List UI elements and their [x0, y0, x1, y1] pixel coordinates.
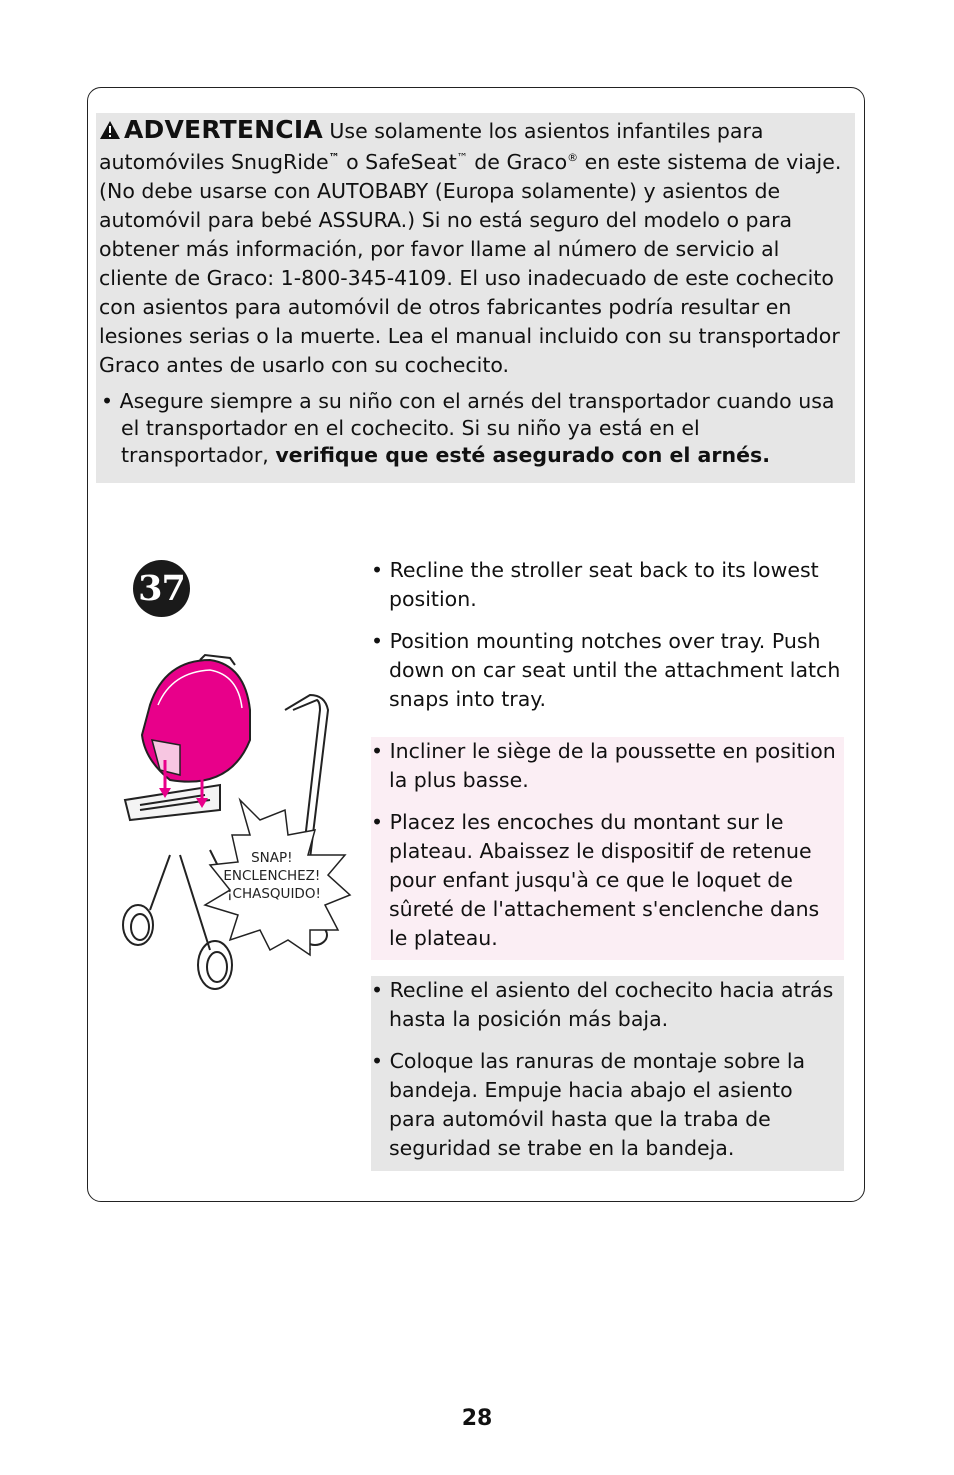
- list-item: • Placez les encoches du montant sur le plateau. Abaissez le dispositif de retenue pour enfant jusqu'à ce que le loquet de sûreté de l'attachement s'enclenche dans le plateau.: [371, 810, 820, 950]
- step-number-badge: 37: [133, 560, 190, 617]
- english-instructions: [371, 556, 844, 727]
- warning-bullet-text: • Asegure siempre a su niño con el arnés del transportador cuando usa el transportador en el cochecito. Si su niño ya está en el transportador,: [101, 389, 835, 467]
- list-item: • Recline the stroller seat back to its lowest position.: [371, 558, 819, 611]
- warning-box: [96, 113, 855, 483]
- trademark-mark: ™: [328, 151, 340, 165]
- warning-text: Use solamente los asientos infantiles para automóviles SnugRide: [99, 119, 764, 174]
- list-item: • Recline el asiento del cochecito hacia atrás hasta la posición más baja.: [371, 978, 834, 1031]
- warning-bullet-bold: verifique que esté asegurado con el arnés.: [275, 443, 770, 467]
- warning-text: o SafeSeat: [339, 150, 457, 174]
- callout-line: ENCLENCHEZ!: [223, 868, 321, 884]
- stroller-car-seat-illustration: [110, 650, 360, 1020]
- registered-mark: ®: [567, 151, 579, 165]
- french-instructions: [371, 737, 844, 960]
- list-item: • Position mounting notches over tray. Push down on car seat until the attachment latch snaps into tray.: [371, 629, 841, 711]
- callout-line: ¡CHASQUIDO!: [227, 886, 321, 902]
- list-item: • Incliner le siège de la poussette en position la plus basse.: [371, 739, 836, 792]
- page-number: 28: [461, 1406, 493, 1431]
- callout-line: SNAP!: [251, 850, 293, 866]
- warning-text: en este sistema de viaje. (No debe usarse con AUTOBABY (Europa solamente) y asientos de automóvil para bebé ASSURA.) Si no está seguro del modelo o para obtener más información, por favor llame al número de servicio al cliente de Graco: 1-800-345-4109. El uso inadecuado de este cochecito con asientos para automóvil de otros fabricantes podría resultar en lesiones serias o la muerte. Lea el manual incluido con su transportador Graco antes de usarlo con su cochecito.: [99, 150, 842, 377]
- spanish-instructions: [371, 976, 844, 1171]
- warning-bullet: [99, 388, 847, 469]
- car-seat: [142, 655, 250, 782]
- warning-heading: ADVERTENCIA: [124, 115, 323, 144]
- warning-triangle-icon: [99, 119, 121, 148]
- warning-paragraph: [99, 115, 847, 380]
- warning-text: de Graco: [467, 150, 568, 174]
- list-item: • Coloque las ranuras de montaje sobre la bandeja. Empuje hacia abajo el asiento para automóvil hasta que la traba de seguridad se trabe en la bandeja.: [371, 1049, 806, 1160]
- trademark-mark: ™: [456, 151, 468, 165]
